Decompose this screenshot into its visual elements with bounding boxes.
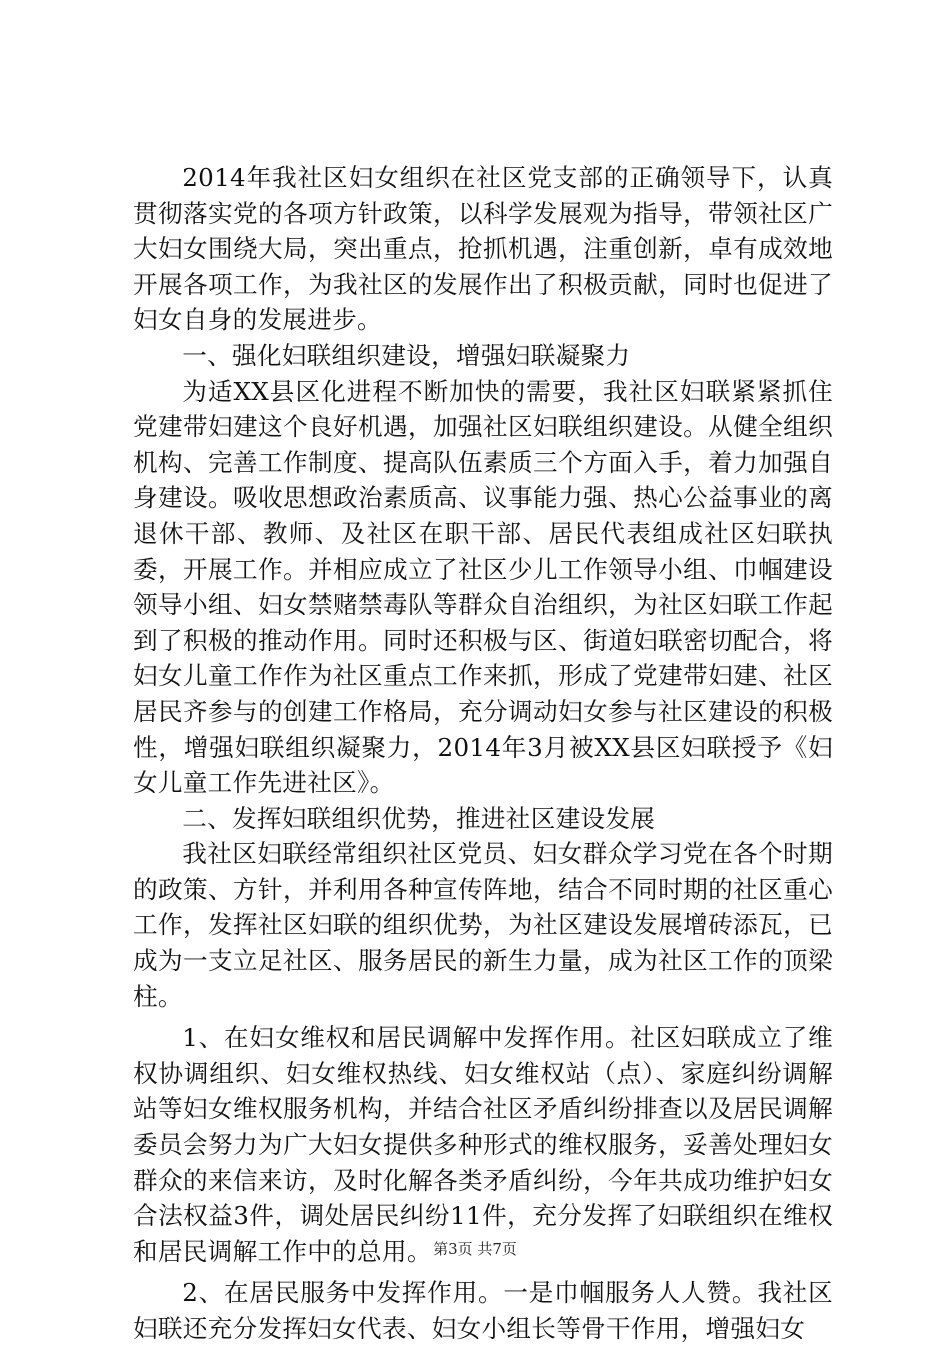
section-2-paragraph: 我社区妇联经常组织社区党员、妇女群众学习党在各个时期的政策、方针，并利用各种宣传阵地，结合不同时期的社区重心工作，发挥社区妇联的组织优势，为社区建设发展增砖添瓦，已成为一支立足社区、服务居民的新生力量，成为社区工作的顶梁柱。 [133,839,833,1011]
section-heading-1: 一、强化妇联组织建设，增强妇联凝聚力 [182,340,631,370]
intro-paragraph: 2014年我社区妇女组织在社区党支部的正确领导下，认真贯彻落实党的各项方针政策，以科学发展观为指导，带领社区广大妇女围绕大局，突出重点，抢抓机遇，注重创新，卓有成效地开展各项工作，为我社区的发展作出了积极贡献，同时也促进了妇女自身的发展进步。 [133,163,833,335]
item-1-paragraph: 1、在妇女维权和居民调解中发挥作用。社区妇联成立了维权协调组织、妇女维权热线、妇女维权站（点）、家庭纠纷调解站等妇女维权服务机构，并结合社区矛盾纠纷排查以及居民调解委员会努力为广大妇女提供多种形式的维权服务，妥善处理妇女群众的来信来访，及时化解各类矛盾纠纷，今年共成功维护妇女合法权益3件，调处居民纠纷11件，充分发挥了妇联组织在维权和居民调解工作中的总用。 [133,1023,833,1266]
item-2-paragraph: 2、在居民服务中发挥作用。一是巾帼服务人人赞。我社区妇联还充分发挥妇女代表、妇女小组长等骨干作用，增强妇女 [133,1278,833,1343]
page-footer [0,1238,950,1259]
page-number: 第3页 共7页 [433,1240,517,1258]
section-heading-2: 二、发挥妇联组织优势，推进社区建设发展 [182,803,656,833]
section-1-paragraph: 为适XX县区化进程不断加快的需要，我社区妇联紧紧抓住党建带妇建这个良好机遇，加强社区妇联组织建设。从健全组织机构、完善工作制度、提高队伍素质三个方面入手，着力加强自身建设。吸收思想政治素质高、议事能力强、热心公益事业的离退休干部、教师、及社区在职干部、居民代表组成社区妇联执委，开展工作。并相应成立了社区少儿工作领导小组、巾帼建设领导小组、妇女禁赌禁毒队等群众自治组织，为社区妇联工作起到了积极的推动作用。同时还积极与区、街道妇联密切配合，将妇女儿童工作作为社区重点工作来抓，形成了党建带妇建、社区居民齐参与的创建工作格局，充分调动妇女参与社区建设的积极性，增强妇联组织凝聚力，2014年3月被XX县区妇联授予《妇女儿童工作先进社区》。 [133,376,833,798]
document-body [133,160,833,1347]
